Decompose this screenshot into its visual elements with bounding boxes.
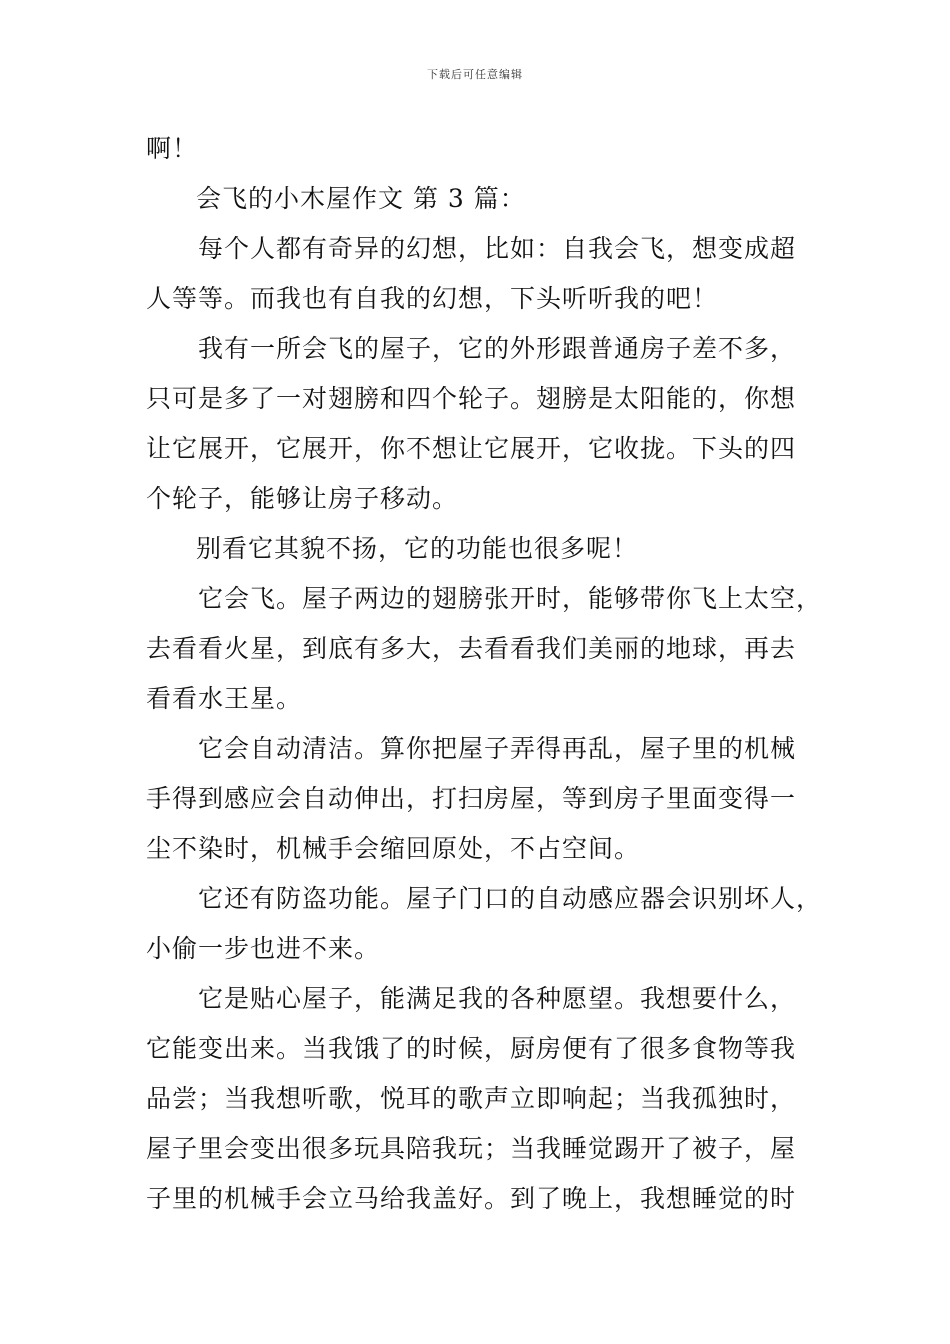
paragraph-line: 只可是多了一对翅膀和四个轮子。翅膀是太阳能的，你想 [146,384,797,413]
paragraph-line: 人等等。而我也有自我的幻想，下头听听我的吧！ [146,284,719,313]
paragraph-line: 尘不染时，机械手会缩回原处，不占空间。 [146,834,641,863]
paragraph-line: 个轮子，能够让房子移动。 [146,484,459,513]
paragraph-line: 它会自动清洁。算你把屋子弄得再乱，屋子里的机械 [198,734,797,763]
paragraph-line: 小偷一步也进不来。 [146,934,381,963]
essay-title: 会飞的小木屋作文 第 3 篇： [196,184,526,213]
paragraph-line: 我有一所会飞的屋子，它的外形跟普通房子差不多， [198,334,797,363]
paragraph-line: 它是贴心屋子，能满足我的各种愿望。我想要什么， [198,984,797,1013]
page-header-note: 下载后可任意编辑 [427,68,523,81]
paragraph-line: 看看水王星。 [146,684,303,713]
paragraph-line: 品尝；当我想听歌，悦耳的歌声立即响起；当我孤独时， [146,1084,797,1113]
paragraph-line: 子里的机械手会立马给我盖好。到了晚上，我想睡觉的时 [146,1184,797,1213]
paragraph-line: 它会飞。屋子两边的翅膀张开时，能够带你飞上太空， [198,584,823,613]
paragraph-line: 它能变出来。当我饿了的时候，厨房便有了很多食物等我 [146,1034,797,1063]
paragraph-line: 别看它其貌不扬，它的功能也很多呢！ [196,534,639,563]
paragraph-line: 屋子里会变出很多玩具陪我玩；当我睡觉踢开了被子，屋 [146,1134,797,1163]
essay-body [146,124,823,1224]
paragraph-line: 每个人都有奇异的幻想，比如：自我会飞，想变成超 [198,234,797,263]
paragraph-line: 它还有防盗功能。屋子门口的自动感应器会识别坏人， [198,884,823,913]
paragraph-line: 让它展开，它展开，你不想让它展开，它收拢。下头的四 [146,434,797,463]
text-line: 啊！ [146,134,199,163]
paragraph-line: 手得到感应会自动伸出，打扫房屋，等到房子里面变得一 [146,784,797,813]
paragraph-line: 去看看火星，到底有多大，去看看我们美丽的地球，再去 [146,634,797,663]
